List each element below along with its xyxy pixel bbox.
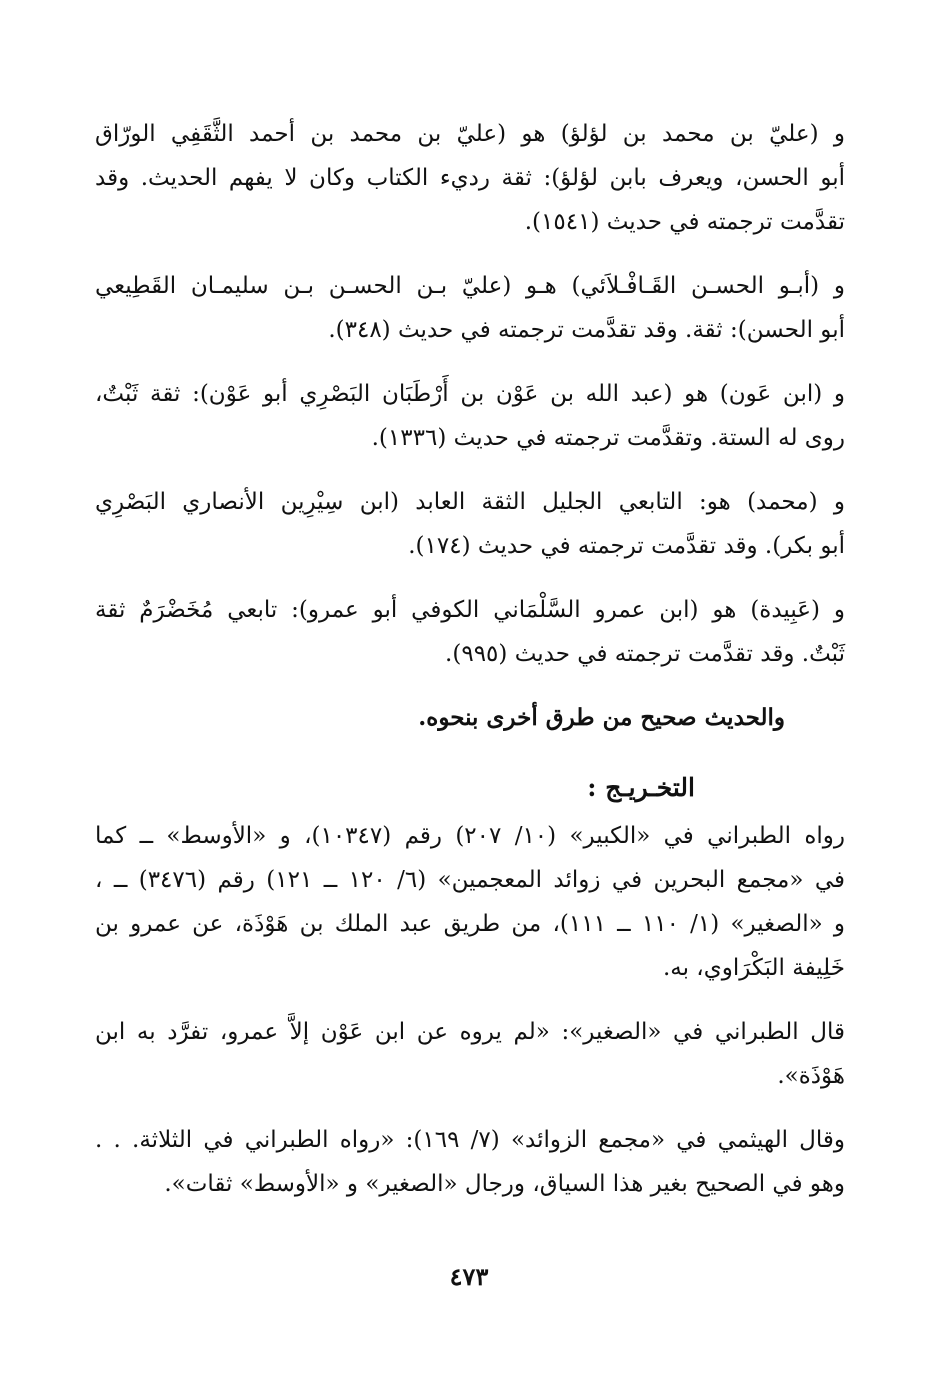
narrator-paragraph-1: [95, 112, 845, 244]
text-line: خَلِيفة البَكْرَاوي، به.: [662, 955, 845, 981]
page-body: [95, 112, 845, 1226]
text-line: وهو في الصحيح بغير هذا السياق، ورجال «الصغير» و «الأوسط» ثقات».: [164, 1171, 845, 1197]
narrator-paragraph-5: [95, 588, 845, 676]
text-line: تقدَّمت ترجمته في حديث (١٥٤١).: [524, 209, 845, 235]
text-line: و (محمد) هو: التابعي الجليل الثقة العابد (ابن سِيْرِين الأنصاري البَصْرِي: [95, 489, 845, 515]
takhrij-paragraph-2: [95, 1010, 845, 1098]
takhrij-heading: التخـريـج :: [587, 773, 695, 802]
narrator-paragraph-3: [95, 372, 845, 460]
text-line: روى له الستة. وتقدَّمت ترجمته في حديث (١٣٣٦).: [371, 425, 845, 451]
text-line: وقال الهيثمي في «مجمع الزوائد» (٧/ ١٦٩): «رواه الطبراني في الثلاثة. . .: [95, 1127, 845, 1153]
text-line: أبو بكر). وقد تقدَّمت ترجمته في حديث (١٧٤).: [408, 533, 845, 559]
text-line: ثَبْتٌ. وقد تقدَّمت ترجمته في حديث (٩٩٥).: [445, 641, 845, 667]
text-line: هَوْذَة».: [777, 1063, 845, 1089]
takhrij-paragraph-3: [95, 1118, 845, 1206]
text-line: رواه الطبراني في «الكبير» (١٠/ ٢٠٧) رقم (١٠٣٤٧)، و «الأوسط» ــ كما: [95, 823, 846, 849]
text-line: أبو الحسن، ويعرف بابن لؤلؤ): ثقة رديء الكتاب وكان لا يفهم الحديث. وقد: [95, 165, 845, 191]
takhrij-paragraph-1: [95, 814, 845, 990]
text-line: قال الطبراني في «الصغير»: «لم يروه عن ابن عَوْن إلاَّ عمرو، تفرَّد به ابن: [95, 1019, 845, 1045]
hadith-verdict: والحديث صحيح من طرق أخرى بنحوه.: [418, 704, 785, 731]
text-line: في «مجمع البحرين في زوائد المعجمين» (٦/ ١٢٠ ــ ١٢١) رقم (٣٤٧٦) ــ ،: [95, 867, 846, 893]
page-number: ٤٧٣: [449, 1262, 489, 1291]
text-line: و (ابن عَون) هو (عبد الله بن عَوْن بن أَرْطَبَان البَصْرِي أبو عَوْن): ثقة ثَبْتٌ،: [95, 381, 845, 407]
narrator-paragraph-2: [95, 264, 845, 352]
text-line: و «الصغير» (١/ ١١٠ ــ ١١١)، من طريق عبد الملك بن هَوْذَة، عن عمرو بن: [95, 911, 846, 937]
text-line: و (أبـو الحسـن القَـافْـلاَئي) هـو (عليّ بـن الحسـن بـن سليمـان القَطِيعي: [95, 273, 845, 299]
narrator-paragraph-4: [95, 480, 845, 568]
text-line: و (عليّ بن محمد بن لؤلؤ) هو (عليّ بن محمد بن أحمد الثَّقَفِي الورّاق: [95, 121, 845, 147]
text-line: أبو الحسن): ثقة. وقد تقدَّمت ترجمته في حديث (٣٤٨).: [328, 317, 845, 343]
text-line: و (عَبِيدة) هو (ابن عمرو السَّلْمَاني الكوفي أبو عمرو): تابعي مُخَضْرَمٌ ثقة: [95, 597, 845, 623]
